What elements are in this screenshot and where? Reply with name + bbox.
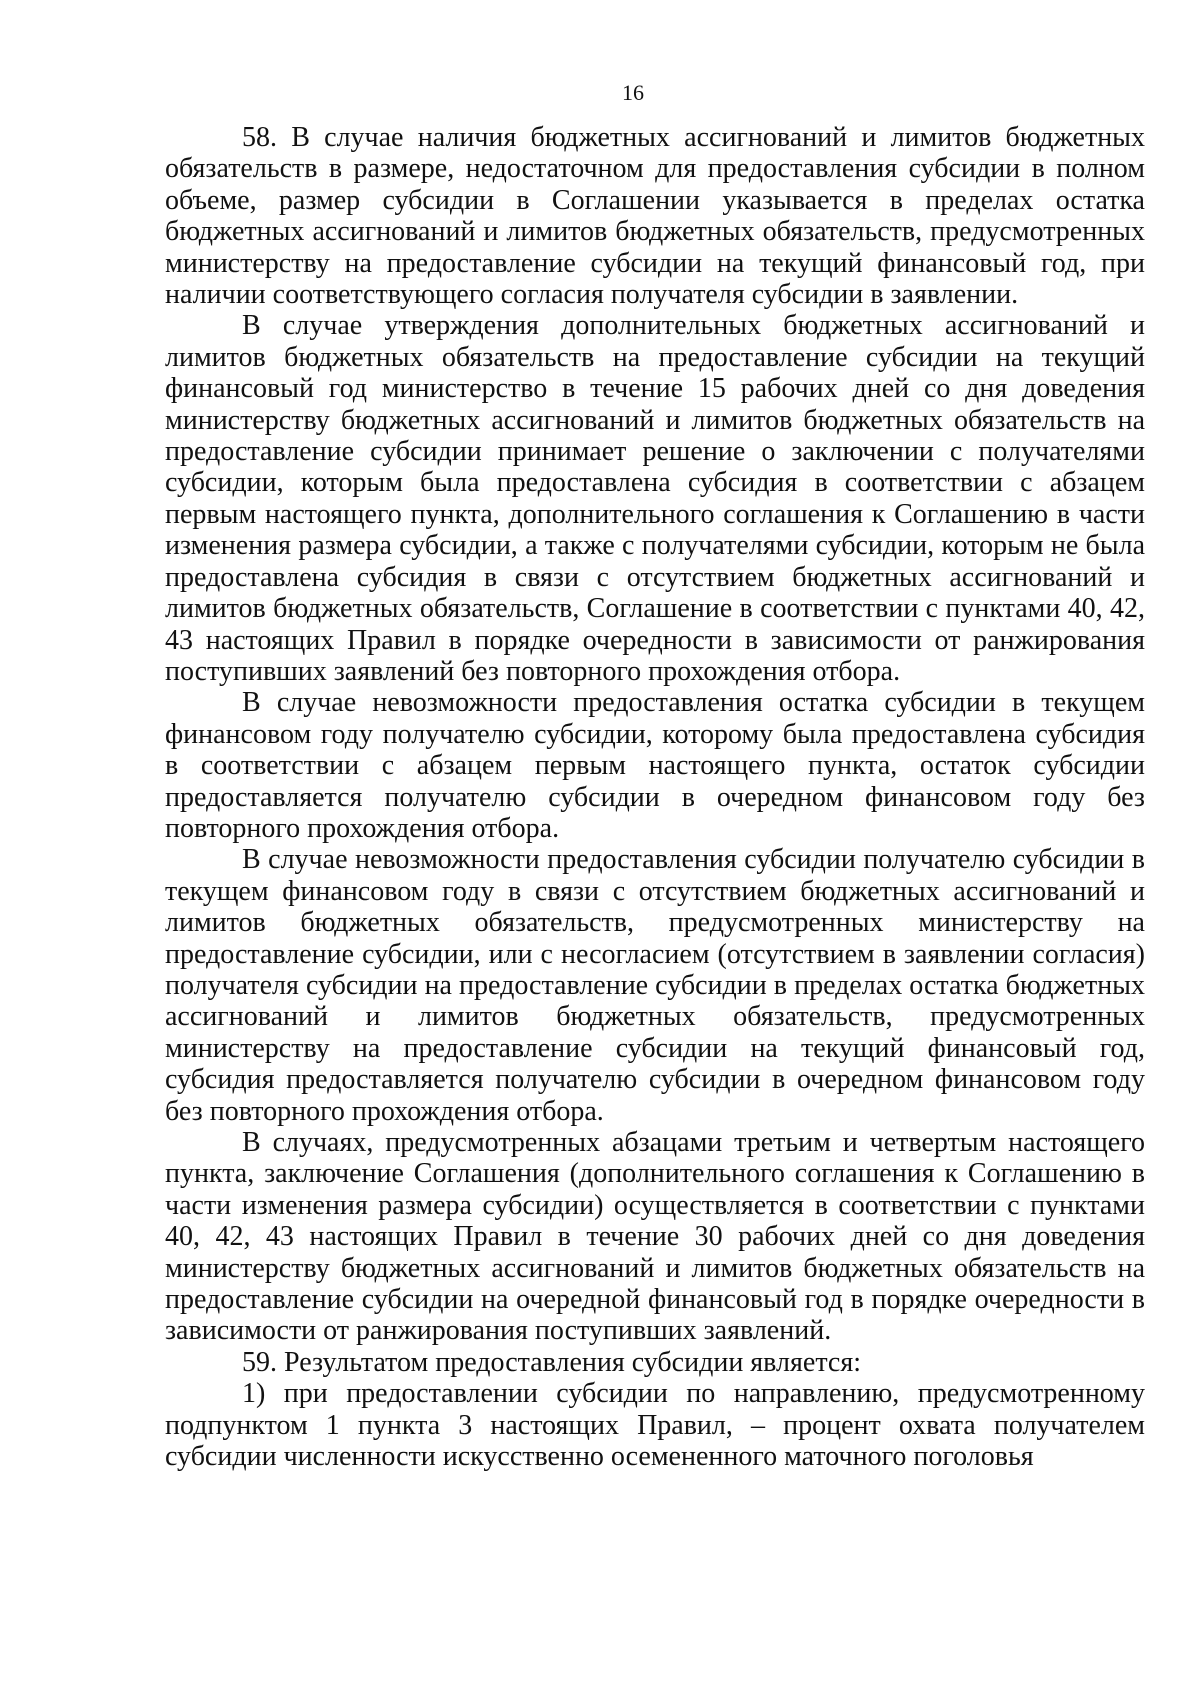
paragraph-impossibility-of-subsidy: В случае невозможности предоставления субсидии получателю субсидии в текущем финансовом году в связи с отсутствием бюджетных ассигнований и лимитов бюджетных обязательств, предусмотренных министерству на предоставление субсидии, или с несогласием (отсутствием в заявлении согласия) получателя субсидии на предоставление субсидии в пределах остатка бюджетных ассигнований и лимитов бюджетных обязательств, предусмотренных министерству на предоставление субсидии на текущий финансовый год, субсидия предоставляется получателю субсидии в очередном финансовом году без повторного прохождения отбора. [165, 844, 1145, 1127]
document-body [165, 122, 1145, 1472]
paragraph-remaining-subsidy: В случае невозможности предоставления остатка субсидии в текущем финансовом году получателю субсидии, которому была предоставлена субсидия в соответствии с абзацем первым настоящего пункта, остаток субсидии предоставляется получателю субсидии в очередном финансовом году без повторного прохождения отбора. [165, 687, 1145, 844]
page-number: 16 [622, 80, 644, 105]
paragraph-59: 59. Результатом предоставления субсидии является: [242, 1346, 861, 1378]
paragraph-additional-allocations: В случае утверждения дополнительных бюджетных ассигнований и лимитов бюджетных обязательств на предоставление субсидии на текущий финансовый год министерство в течение 15 рабочих дней со дня доведения министерству бюджетных ассигнований и лимитов бюджетных обязательств на предоставление субсидии принимает решение о заключении с получателями субсидии, которым была предоставлена субсидия в соответствии с абзацем первым настоящего пункта, дополнительного соглашения к Соглашению в части изменения размера субсидии, а также с получателями субсидии, которым не была предоставлена субсидия в связи с отсутствием бюджетных ассигнований и лимитов бюджетных обязательств, Соглашение в соответствии с пунктами 40, 42, 43 настоящих Правил в порядке очередности в зависимости от ранжирования поступивших заявлений без повторного прохождения отбора. [165, 310, 1145, 687]
paragraph-58: 58. В случае наличия бюджетных ассигнований и лимитов бюджетных обязательств в размере, недостаточном для предоставления субсидии в полном объеме, размер субсидии в Соглашении указывается в пределах остатка бюджетных ассигнований и лимитов бюджетных обязательств, предусмотренных министерству на предоставление субсидии на текущий финансовый год, при наличии соответствующего согласия получателя субсидии в заявлении. [165, 122, 1145, 311]
paragraph-agreement-conclusion: В случаях, предусмотренных абзацами третьим и четвертым настоящего пункта, заключение Соглашения (дополнительного соглашения к Соглашению в части изменения размера субсидии) осуществляется в соответствии с пунктами 40, 42, 43 настоящих Правил в течение 30 рабочих дней со дня доведения министерству бюджетных ассигнований и лимитов бюджетных обязательств на предоставление субсидии на очередной финансовый год в порядке очередности в зависимости от ранжирования поступивших заявлений. [165, 1127, 1145, 1347]
paragraph-59-item-1: 1) при предоставлении субсидии по направлению, предусмотренному подпунктом 1 пункта 3 настоящих Правил, – процент охвата получателем субсидии численности искусственно осемененного маточного поголовья [165, 1378, 1145, 1473]
